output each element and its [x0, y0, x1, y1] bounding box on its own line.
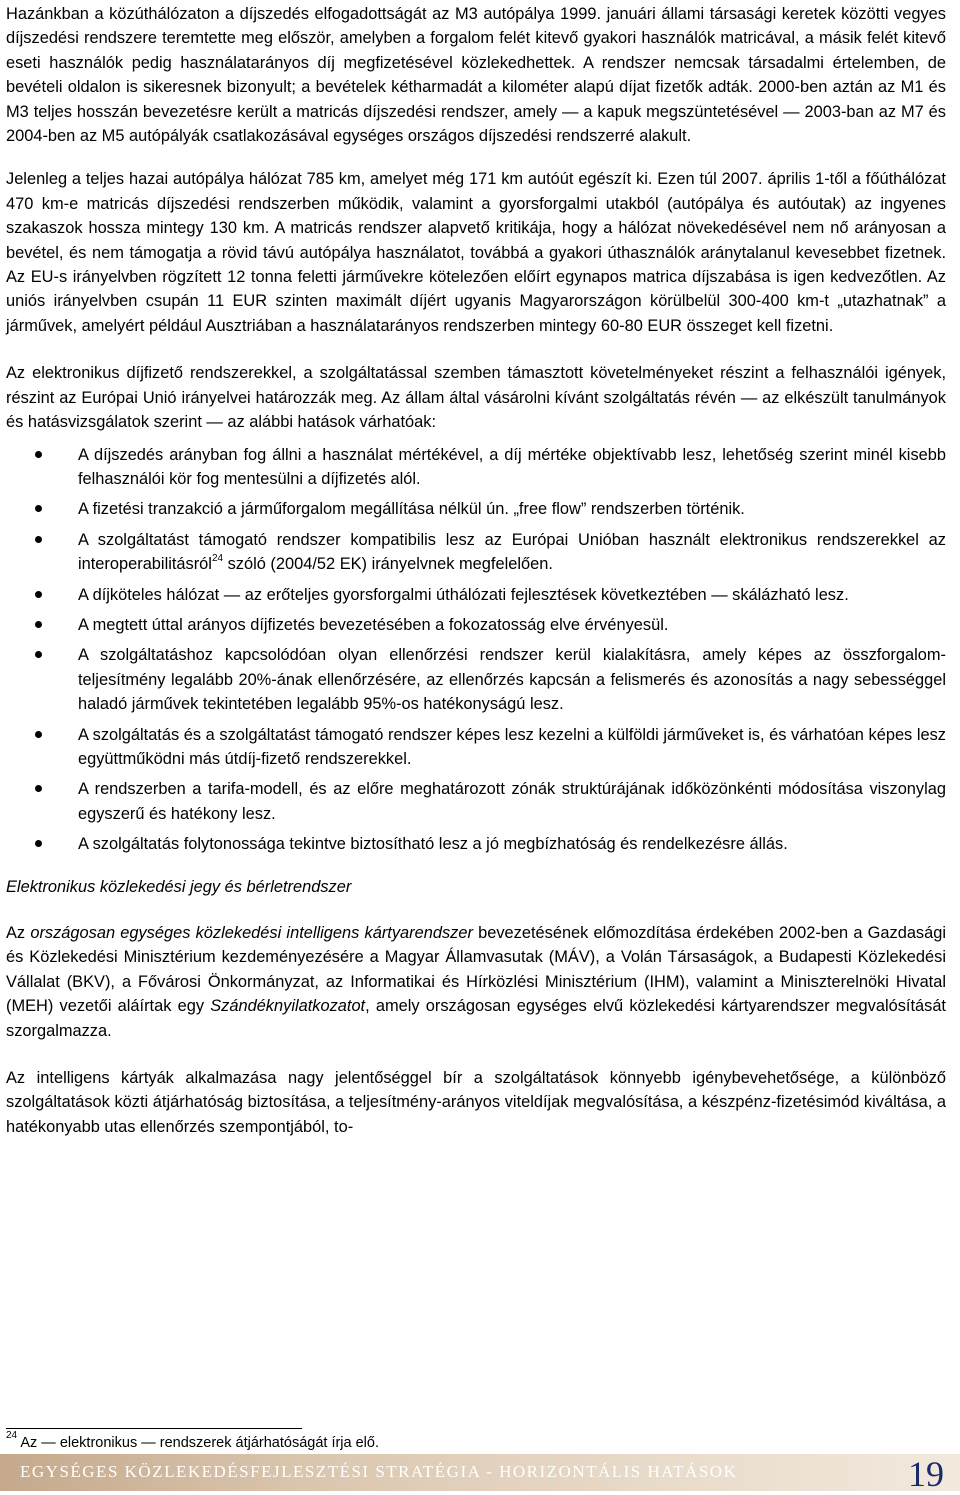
page-footer: [0, 1454, 960, 1494]
footnote-number: 24: [6, 1430, 18, 1442]
list-item: A szolgáltatást támogató rendszer kompatibilis lesz az Európai Unióban használt elektronikus rendszerekkel az interoperabilitásról$^{24}$ szóló (2004/52 EK) irányelvnek megfelelően.: [6, 528, 946, 577]
list-item: A szolgáltatás folytonossága tekintve biztosítható lesz a jó megbízhatóság és rendelkezésre állás.: [6, 832, 946, 856]
list-item: A szolgáltatás és a szolgáltatást támogató rendszer képes lesz kezelni a külföldi járműveket is, és várhatóan képes lesz együttműködni más útdíj-fizető rendszerekkel.: [6, 723, 946, 772]
bullet-icon: [35, 651, 42, 658]
bullet-icon: [35, 785, 42, 792]
footnote: [6, 1430, 379, 1452]
list-item: A szolgáltatáshoz kapcsolódóan olyan ellenőrzési rendszer kerül kialakításra, amely képes az összforgalom-teljesítmény legalább 20%-ának ellenőrzésére, az ellenőrzés kapcsán a felismerés és azonosítás a nagy sebességgel haladó járművek tekintetében legalább 95%-os hatékonyságú lesz.: [6, 643, 946, 716]
bullet-icon: [35, 591, 42, 598]
paragraph-electronic-toll: Az elektronikus díjfizető rendszerekkel, a szolgáltatással szemben támasztott követelményeket részint a felhasználói igények, részint az Európai Unió irányelvei határozzák meg. Az állam által vásárolni kívánt szolgáltatás révén — az elkészült tanulmányok és hatásvizsgálatok szerint — az alábbi hatások várhatóak:: [6, 364, 946, 432]
paragraph-smart-card: Az országosan egységes közlekedési intelligens kártyarendszer bevezetésének előmozdítása érdekében 2002-ben a Gazdasági és Közlekedési Minisztérium kezdeményezésére a Magyar Államvasutak (MÁV), a Volán Társaságok, a Budapesti Közlekedési Vállalat (BKV), a Fővárosi Önkormányzat, az Informatikai és Hírközlési Minisztérium (IHM), valamint a Miniszterelnöki Hivatal (MEH) vezetői aláírtak egy Szándéknyilatkozatot, amely országosan egységes elvű közlekedési kártyarendszer megvalósítását szorgalmazza.: [6, 924, 947, 1040]
paragraph-smart-card-benefits: Az intelligens kártyák alkalmazása nagy jelentőséggel bír a szolgáltatások könnyebb igénybevehetősége, a különböző szolgáltatások közti átjárhatóság biztosítása, a teljesítmény-arányos viteldíjak megvalósítása, a készpénz-fizetésimód kiváltása, a hatékonyabb utas ellenőrzés szempontjából, to-: [6, 1069, 946, 1136]
paragraph-network-status: Jelenleg a teljes hazai autópálya hálózat 785 km, amelyet még 171 km autóút egészít ki. Ezen túl 2007. április 1-től a főúthálózat 470 km-e matricás díjszedési rendszerben működik, valamint a gyorsforgalmi utakból (autópálya és autóutak) az ingyenes szakaszok hossza mintegy 130 km. A matricás rendszer alapvető kritikája, hogy a hálózat növekedésével nem nő arányosan a bevétel, és nem támogatja a rövid távú autópálya használatot, továbbá a gyakori úthasználók aránytalanul kevesebbet fizetnek. Az EU-s irányelvben rögzített 12 tonna feletti járművekre kötelezően előírt egynapos matrica díjszabása is igen kedvezőtlen. Az uniós irányelvben csupán 11 EUR szinten maximált díjért ugyanis Magyarországon körülbelül 300-400 km-t „utazhatnak” a járművek, amelyért például Ausztriában a használatarányos rendszerben mintegy 60-80 EUR összeget kell fizetni.: [6, 170, 946, 335]
bullet-icon: [35, 731, 42, 738]
bullet-icon: [35, 621, 42, 628]
list-item: A díjköteles hálózat — az erőteljes gyorsforgalmi úthálózati fejlesztések következtében — skálázható lesz.: [6, 583, 946, 607]
bullet-icon: [35, 840, 42, 847]
footnote-divider: [6, 1428, 302, 1429]
section-heading: Elektronikus közlekedési jegy és bérletrendszer: [6, 877, 352, 896]
expected-effects-list: [6, 443, 946, 857]
page-number: 19: [908, 1454, 944, 1494]
footnote-text: Az — elektronikus — rendszerek átjárhatóságát írja elő.: [17, 1435, 379, 1451]
list-item: A díjszedés arányban fog állni a használat mértékével, a díj mértéke objektívabb lesz, lehetőség szerint minél kisebb felhasználói kör fog mentesülni a díjfizetés alól.: [6, 443, 946, 492]
bullet-icon: [35, 451, 42, 458]
footer-title: EGYSÉGES KÖZLEKEDÉSFEJLESZTÉSI STRATÉGIA - HORIZONTÁLIS HATÁSOK: [20, 1462, 738, 1481]
list-item: A rendszerben a tarifa-modell, és az előre meghatározott zónák struktúrájának időközönkénti módosítása viszonylag egyszerű és hatékony lesz.: [6, 777, 946, 826]
footnote-reference[interactable]: 24: [211, 552, 224, 564]
list-item: A fizetési tranzakció a járműforgalom megállítása nélkül ún. „free flow” rendszerben történik.: [6, 497, 946, 521]
document-body: [6, 0, 946, 1139]
paragraph-m3-history: Hazánkban a közúthálózaton a díjszedés elfogadottságát az M3 autópálya 1999. januári állami társasági keretek közötti vegyes díjszedési rendszere teremtette meg először, amelyben a forgalom felét kitevő gyakori használók matricával, a másik felét kitevő eseti használók pedig használatarányos díj megfizetésével közlekedhettek. A rendszer nemcsak társadalmi értelemben, de bevételi oldalon is sikeresnek bizonyult; a bevételek kétharmadát a kilométer alapú díjat fizetők adták. 2000-ben aztán az M1 és M3 teljes hosszán bevezetésre került a matricás díjszedési rendszer, amely — a kapuk megszüntetésével — 2003-ban az M7 és 2004-ben az M5 autópályák csatlakozásával egységes országos díjszedési rendszerré alakult.: [6, 5, 946, 146]
bullet-icon: [35, 536, 42, 543]
bullet-icon: [35, 505, 42, 512]
list-item: A megtett úttal arányos díjfizetés bevezetésében a fokozatosság elve érvényesül.: [6, 613, 946, 637]
